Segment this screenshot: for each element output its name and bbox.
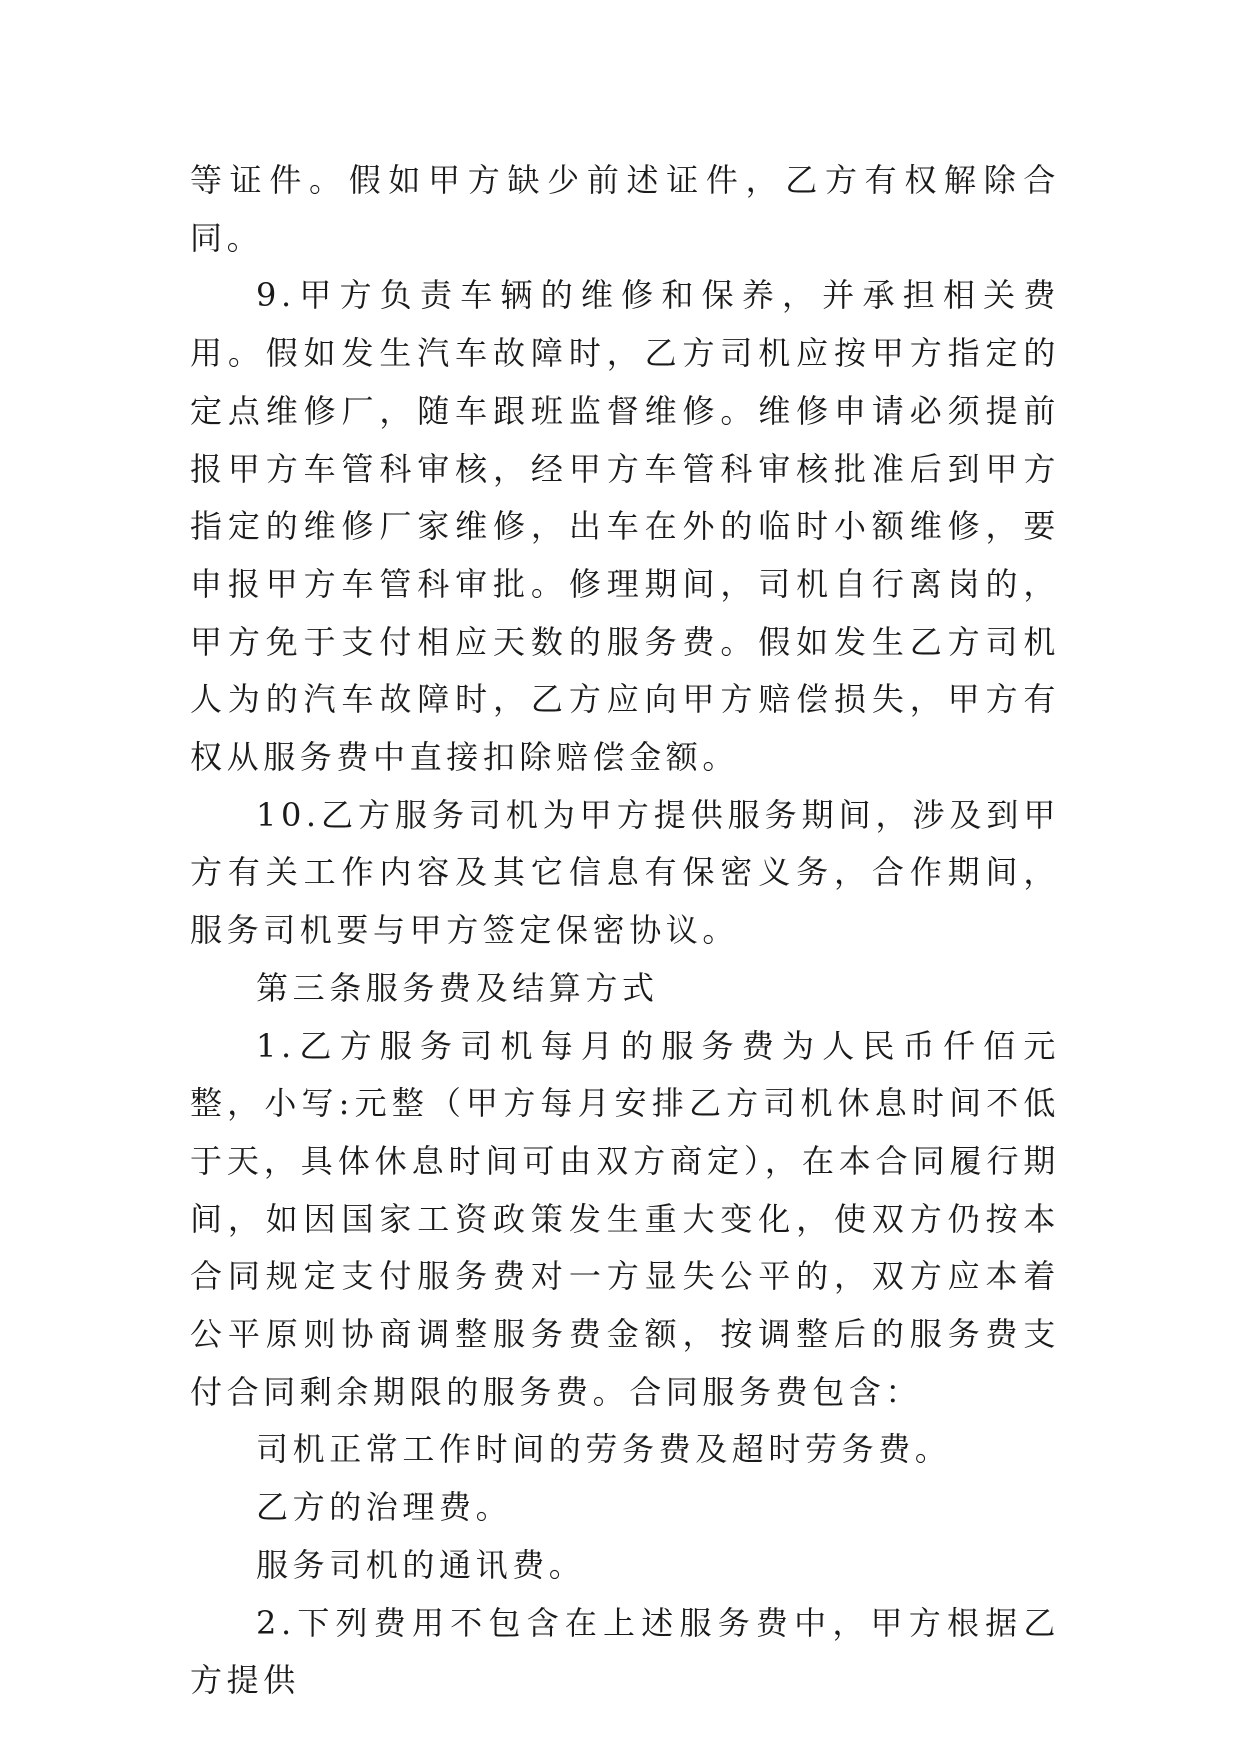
list-item-management-fee: 乙方的治理费。 bbox=[256, 1488, 513, 1527]
paragraph-fee-item-1: 1.乙方服务司机每月的服务费为人民币仟佰元整，小写:元整（甲方每月安排乙方司机休息时间不低于天，具体休息时间可由双方商定），在本合同履行期间，如因国家工资政策发生重大变化，使双方仍按本合同规定支付服务费对一方显失公平的，双方应本着公平原则协商调整服务费金额，按调整后的服务费支付合同剩余期限的服务费。合同服务费包含： bbox=[190, 1026, 1060, 1411]
paragraph-fee-item-2: 2.下列费用不包含在上述服务费中，甲方根据乙方提供 bbox=[190, 1603, 1060, 1700]
document-body bbox=[190, 152, 1060, 1710]
section-heading-article-3: 第三条服务费及结算方式 bbox=[256, 968, 659, 1007]
paragraph-clause-9-maintenance: 9.甲方负责车辆的维修和保养，并承担相关费用。假如发生汽车故障时，乙方司机应按甲方指定的定点维修厂，随车跟班监督维修。维修申请必须提前报甲方车管科审核，经甲方车管科审核批准后到甲方指定的维修厂家维修，出车在外的临时小额维修，要申报甲方车管科审批。修理期间，司机自行离岗的，甲方免于支付相应天数的服务费。假如发生乙方司机人为的汽车故障时，乙方应向甲方赔偿损失，甲方有权从服务费中直接扣除赔偿金额。 bbox=[190, 276, 1060, 777]
list-item-communication-fee: 服务司机的通讯费。 bbox=[256, 1545, 586, 1584]
paragraph-clause-10-confidentiality: 10.乙方服务司机为甲方提供服务期间，涉及到甲方有关工作内容及其它信息有保密义务，合作期间，服务司机要与甲方签定保密协议。 bbox=[190, 795, 1060, 950]
list-item-labor-fee: 司机正常工作时间的劳务费及超时劳务费。 bbox=[256, 1430, 952, 1469]
paragraph-certificates: 等证件。假如甲方缺少前述证件，乙方有权解除合同。 bbox=[190, 161, 1060, 257]
